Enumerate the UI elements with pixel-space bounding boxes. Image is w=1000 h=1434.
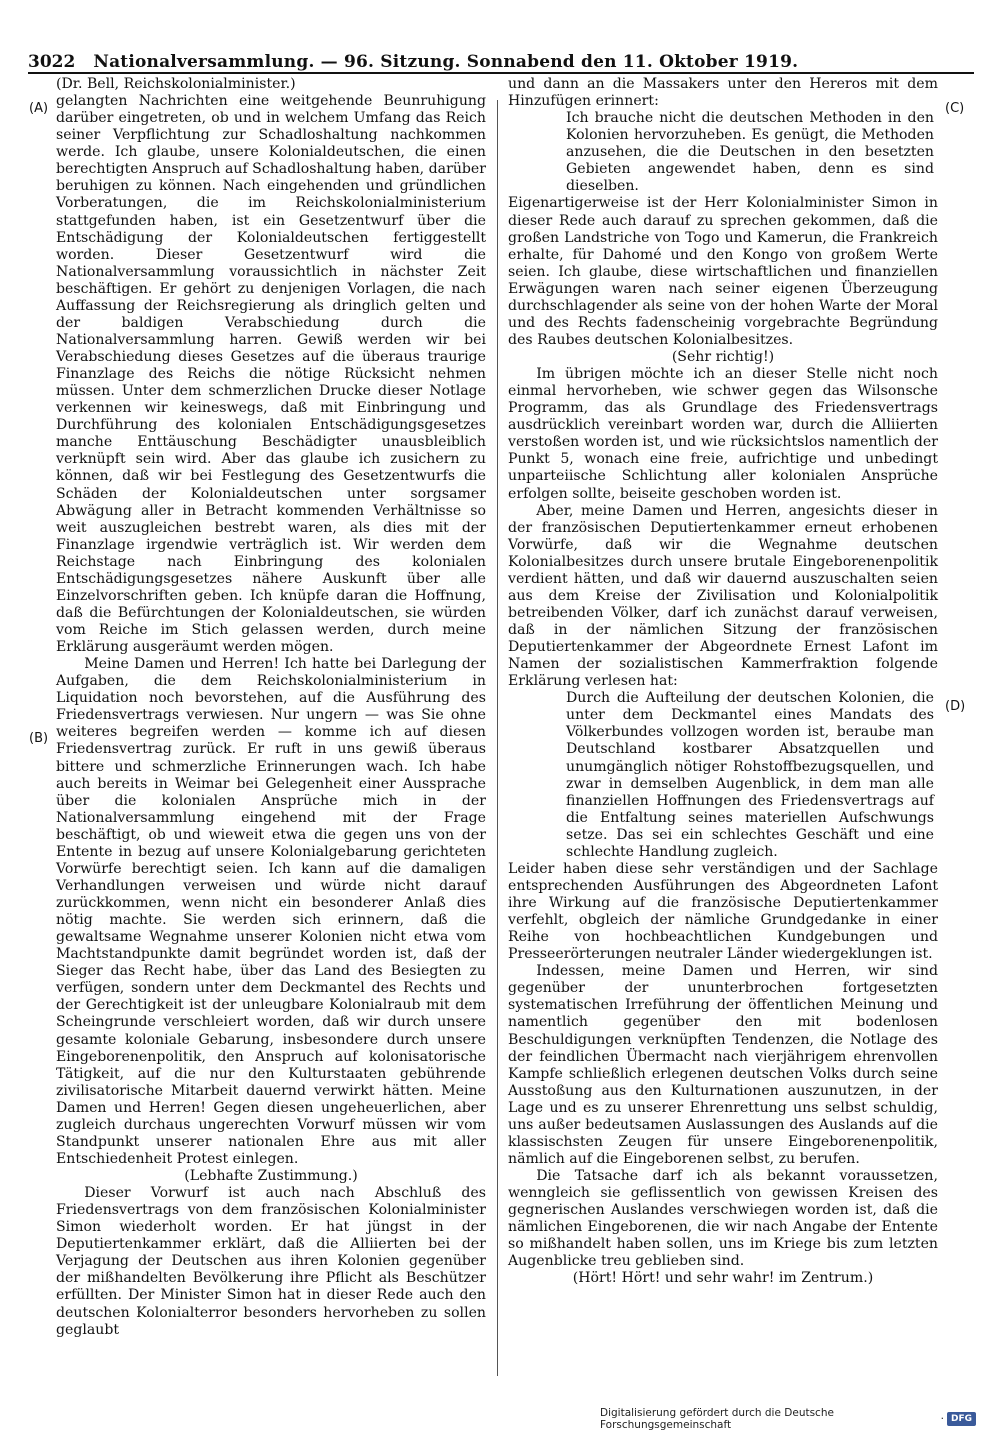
margin-marker-d: (D) [945,699,966,714]
footer-text: Digitalisierung gefördert durch die Deutsche Forschungsgemeinschaft [600,1407,834,1431]
digitization-footer: Digitalisierung gefördert durch die Deutsche Forschungsgemeinschaft · DFG [600,1408,976,1430]
margin-marker-b: (B) [29,731,49,746]
quote-lafont: Durch die Aufteilung der deutschen Kolonien, die unter dem Deckmantel eines Mandats des Völkerbundes vollzogen worden ist, beraube man Deutschland kostbarer Absatzquellen und unumgänglich nötiger Rohstoffbezugsquellen, und zwar in demselben Augenblick, in dem man alle finanziellen Hoffnungen des Friedensvertrags auf die Entfaltung seines materiellen Aufschwungs setze. Das sei ein schlechtes Geschäft und eine schlechte Handlung zugleich. [566,690,934,860]
page-header [28,46,974,74]
right-paragraph-2: Eigenartigerweise ist der Herr Kolonialminister Simon in dieser Rede auch darauf zu sprechen gekommen, daß die großen Landstriche von Togo und Kamerun, die Frankreich erhalte, für Dahomé und den Kongo von großem Werte seien. Ich glaube, diese wirtschaftlichen und finanziellen Erwägungen waren nach seiner eigenen Überzeugung durchschlagender als seine von der hohen Warte der Moral und des Rechts fadenscheinig vorgebrachte Begründung des Raubes deutschen Kolonialbesitzes. [508,195,938,348]
page-title: Nationalversammlung. — 96. Sitzung. Sonnabend den 11. Oktober 1919. [93,52,799,72]
left-paragraph-3: Dieser Vorwurf ist auch nach Abschluß des Friedensvertrags von dem französischen Kolonialminister Simon wiederholt worden. Er hat jüngst in der Deputiertenkammer erklärt, daß die Alliierten bei der Verjagung der Deutschen aus ihren Kolonien gegenüber der mißhandelten Bevölkerung ihre Pflicht als Beschützer erfüllten. Der Minister Simon hat in dieser Rede auch den deutschen Kolonialterror besonders hervorheben zu sollen geglaubt [56,1185,486,1338]
right-column [508,76,938,1287]
right-paragraph-1: und dann an die Massakers unter den Hereros mit dem Hinzufügen erinnert: [508,76,938,110]
margin-marker-a: (A) [29,101,49,116]
dfg-logo: DFG [947,1412,976,1426]
speaker-line: (Dr. Bell, Reichskolonialminister.) [56,76,296,92]
interjection-zentrum: (Hört! Hört! und sehr wahr! im Zentrum.) [572,1270,874,1287]
margin-marker-c: (C) [945,101,965,116]
quote-simon: Ich brauche nicht die deutschen Methoden in den Kolonien hervorzuheben. Es genügt, die Methoden anzusehen, die die Deutschen in den besetzten Gebieten angewendet haben, denn es sind dieselben. [566,110,934,195]
left-paragraph-1: gelangten Nachrichten eine weitgehende Beunruhigung darüber eingetreten, ob und in welchem Umfang das Reich seiner Verpflichtung zur Schadloshaltung nachkommen werde. Ich glaube, unsere Kolonialdeutschen, die einen berechtigten Anspruch auf Schadloshaltung haben, darüber beruhigen zu können. Nach eingehenden und gründlichen Vorberatungen, die im Reichskolonialministerium stattgefunden haben, ist ein Gesetzentwurf über die Entschädigung der Kolonialdeutschen fertiggestellt worden. Dieser Gesetzentwurf wird die Nationalversammlung voraussichtlich in nächster Zeit beschäftigen. Er gehört zu denjenigen Vorlagen, die nach Auffassung der Reichsregierung als dringlich gelten und der baldigen Verabschiedung durch die Nationalversammlung harren. Gewiß werden wir bei Verabschiedung dieses Gesetzes auf die überaus traurige Finanzlage des Reichs die nötige Rücksicht nehmen müssen. Unter dem schmerzlichen Drucke dieser Notlage verkennen wir keineswegs, daß mit Einbringung und Durchführung des kolonialen Entschädigungsgesetzes manche Enttäuschung Beschädigter unausbleiblich verknüpft sein wird. Aber das glaube ich zusichern zu können, daß wir bei Festlegung des Gesetzentwurfs die Schäden der Kolonialdeutschen unter sorgsamer Abwägung aller in Betracht kommenden Verhältnisse so weit auszugleichen bestrebt waren, als dies mit der Finanzlage irgendwie verträglich ist. Wir werden dem Reichstage nach Einbringung des kolonialen Entschädigungsgesetzes nähere Auskunft über alle Einzelvorschriften geben. Ich knüpfe daran die Hoffnung, daß die Befürchtungen der Kolonialdeutschen, sie würden vom Reiche im Stich gelassen werden, durch meine Erklärung ausgeräumt werden mögen. [56,93,486,656]
right-paragraph-5: Leider haben diese sehr verständigen und der Sachlage entsprechenden Ausführungen des Abgeordneten Lafont ihre Wirkung auf die französische Deputiertenkammer verfehlt, obgleich der nämliche Grundgedanke in einer Reihe von hochbeachtlichen Kundgebungen und Presseerörterungen neutraler Länder wiedergeklungen ist. [508,860,938,963]
interjection-applause: (Lebhafte Zustimmung.) [184,1168,358,1184]
page-number: 3022 [28,52,76,72]
right-paragraph-7: Die Tatsache darf ich als bekannt voraussetzen, wenngleich sie geflissentlich von gewissen Kreisen des gegnerischen Auslandes verschwiegen worden ist, daß die nämlichen Eingeborenen, die wir nach Angabe der Entente so mißhandelt haben sollen, uns im Kriege bis zum letzten Augenblicke treu geblieben sind. [508,1168,938,1270]
interjection-sehr-richtig: (Sehr richtig!) [671,349,775,365]
right-paragraph-6: Indessen, meine Damen und Herren, wir sind gegenüber der ununterbrochen fortgesetzten systematischen Irreführung der öffentlichen Meinung und namentlich gegenüber den mit bodenlosen Beschuldigungen verknüpften Tendenzen, die Notlage des der feindlichen Übermacht nach vierjährigem ehrenvollen Kampfe schließlich erlegenen deutschen Volks durch seine Ausstoßung aus den Kulturnationen auszunutzen, in der Lage und es zu unserer Ehrenrettung uns selbst schuldig, uns außer bedeutsamen Auslassungen des Auslands auf die klassischsten Zeugen für unsere Eingeborenenpolitik, nämlich auf die Eingeborenen selbst, zu berufen. [508,963,938,1167]
column-divider [497,100,498,1376]
right-paragraph-3: Im übrigen möchte ich an dieser Stelle nicht noch einmal hervorheben, wie schwer gegen das Wilsonsche Programm, das als Grundlage des Friedensvertrags ausdrücklich vereinbart worden war, durch die Alliierten verstoßen worden ist, und wie rücksichtslos namentlich der Punkt 5, wonach eine freie, aufrichtige und unbedingt unparteiische Schlichtung aller kolonialen Ansprüche erfolgen sollte, beiseite geschoben worden ist. [508,366,938,502]
left-column [56,76,486,1339]
right-paragraph-4: Aber, meine Damen und Herren, angesichts dieser in der französischen Deputiertenkammer erneut erhobenen Vorwürfe, daß wir die Wegnahme deutschen Kolonialbesitzes durch unsere brutale Eingeborenenpolitik verdient hätten, und daß wir dauernd auszuschalten seien aus dem Kreise der Zivilisation und Kolonialpolitik betreibenden Völker, darf ich zunächst darauf verweisen, daß in der nämlichen Sitzung der französischen Deputiertenkammer der Abgeordnete Ernest Lafont im Namen der sozialistischen Kammerfraktion folgende Erklärung verlesen hat: [508,502,938,690]
left-paragraph-2: Meine Damen und Herren! Ich hatte bei Darlegung der Aufgaben, die dem Reichskolonialministerium in Liquidation noch bevorstehen, auf die Ausführung des Friedensvertrags verwiesen. Nur ungern — was Sie ohne weiteres begreifen werden — komme ich auf diesen Friedensvertrag zurück. Er ruft in uns gewiß überaus bittere und schmerzliche Erinnerungen wach. Ich habe auch bereits in Weimar bei Gelegenheit einer Aussprache über die kolonialen Ansprüche mich in der Nationalversammlung eingehend mit der Frage beschäftigt, ob und wieweit etwa die gegen uns von der Entente in bezug auf unsere Kolonialgebarung gerichteten Vorwürfe berechtigt seien. Ich kann auf die damaligen Verhandlungen verweisen und würde nicht darauf zurückkommen, wenn nicht ein besonderer Anlaß dies nötig machte. Sie werden sich erinnern, daß die gewaltsame Wegnahme unserer Kolonien nicht etwa vom Machtstandpunkte damit begründet worden ist, daß der Sieger das Recht habe, über das Land des Besiegten zu verfügen, sondern unter dem Deckmantel des Rechts und der Gerechtigkeit ist der unleugbare Kolonialraub mit dem Scheingrunde verschleiert worden, daß wir durch unsere gesamte koloniale Gebarung, insbesondere durch unsere Eingeborenenpolitik, den Anspruch auf kolonisatorische Tätigkeit, auf die nur den Kulturstaaten gebührende zivilisatorische Mitarbeit dauernd verwirkt hätten. Meine Damen und Herren! Gegen diesen ungeheuerlichen, aber zugleich durchaus ungerechten Vorwurf müssen wir vom Standpunkt unserer nationalen Ehre aus mit aller Entschiedenheit Protest einlegen. [56,656,486,1167]
